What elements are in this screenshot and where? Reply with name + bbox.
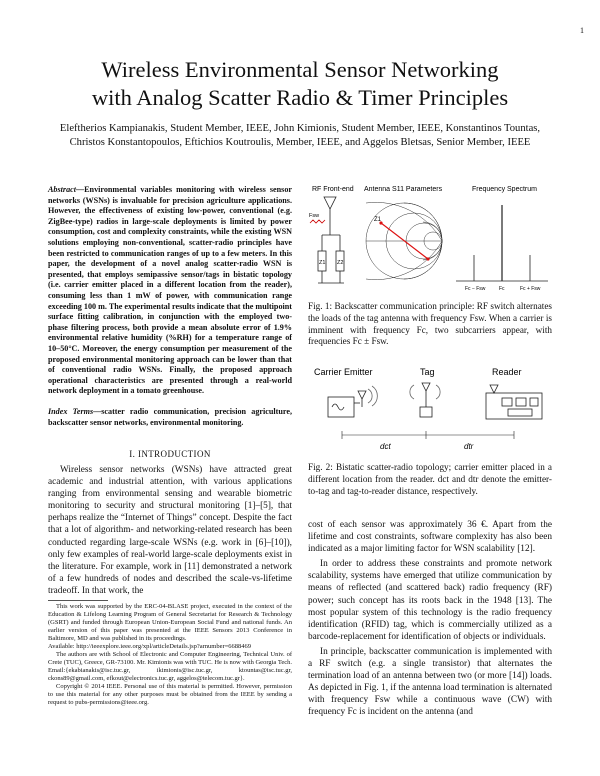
index-terms-lead: Index Terms bbox=[48, 407, 94, 416]
fig1-tick-fc-plus: Fc + Fsw bbox=[520, 286, 541, 292]
fig1-tick-fc: Fc bbox=[499, 286, 505, 292]
section-heading: I. INTRODUCTION bbox=[129, 449, 211, 459]
figure-1-caption: Fig. 1: Backscatter communication principle: RF switch alternates the loads of the tag antenna with frequency Fsw. When a carrier is imminent with frequency Fc, two subcarriers appear, with frequencies Fc ± Fsw. bbox=[308, 301, 552, 347]
index-terms bbox=[48, 407, 292, 428]
author-list bbox=[40, 122, 560, 150]
tag-drawing bbox=[410, 383, 440, 417]
fig1-label-z2: Z2 bbox=[337, 260, 344, 266]
fig1-smith-z1: Z1 bbox=[374, 217, 382, 223]
footnote-available: Available: http://ieeexplore.ieee.org/xpl/articleDetails.jsp?arnumber=6688469 bbox=[48, 643, 252, 650]
right-paragraph-2: In order to address these constraints and promote network scalability, systems have emerged that utilize communication by means of reflected (and scattered back) radio frequency (RF) power; such concept has its roots back in the 1948 [13]. The most popular system of this technology is the radio frequency identification (RFID) tag, which is commercially utilized as a barcode-replacement for identification of objects or individuals. bbox=[308, 559, 552, 642]
index-terms-text: —scatter radio communication, precision agriculture, backscatter sensor networks, environmental monitoring. bbox=[48, 407, 292, 427]
authors-line-1: Eleftherios Kampianakis, Student Member, IEEE, John Kimionis, Student Member, IEEE, Konstantinos Tountas, bbox=[59, 123, 541, 134]
footnote-rule bbox=[48, 600, 108, 601]
smith-chart bbox=[366, 202, 442, 279]
title-line-1: Wireless Environmental Sensor Networking bbox=[101, 57, 499, 82]
distance-markers bbox=[342, 431, 514, 439]
fig1-label-frontend: RF Front-end bbox=[312, 186, 354, 193]
footnote-affiliation: The authors are with School of Electronic and Computer Engineering, Technical Univ. of Crete (TUC), Greece, GR-73100. Mr. Kimionis was with TUC. He is now with Georgia Tech. bbox=[48, 651, 292, 666]
figure-2-caption: Fig. 2: Bistatic scatter-radio topology; carrier emitter placed in a different location from the reader. dct and dtr denote the emitter-to-tag and tag-to-reader distance, respectively. bbox=[308, 462, 552, 496]
fig2-label-dtr: dtr bbox=[464, 442, 474, 451]
right-column-text bbox=[308, 519, 552, 719]
authors-line-2: Christos Konstantopoulos, Eftichios Koutroulis, Member, IEEE, and Aggelos Bletsas, Senior Member, IEEE bbox=[69, 137, 531, 148]
intro-text: Wireless sensor networks (WSNs) have attracted great academic and industrial attention, with various applications ranging from environmental sensing and wearable biometric monitoring to security and structural monitoring [1]–[5], that perhaps realize the “Internet of Things” concept. Despite the fact that a lot of algorithm- and networking-related research has been conducted regarding large-scale WSNs (e.g. work in [6]–[10]), only few examples of real-world large-scale deployments exist in the literature. For example, work in [11] demonstrated a network of a few hundreds of nodes and described the scale-vs-lifetime tradeoff. In that work, the bbox=[48, 465, 292, 596]
rf-frontend-schematic bbox=[310, 197, 344, 283]
fig2-label-reader: Reader bbox=[492, 367, 522, 377]
fig1-tick-fc-minus: Fc − Fsw bbox=[465, 286, 486, 292]
figure-2 bbox=[308, 365, 552, 457]
reader-drawing bbox=[486, 385, 542, 419]
spectrum-plot bbox=[456, 205, 548, 281]
fig2-label-tag: Tag bbox=[420, 367, 435, 377]
title-line-2: with Analog Scatter Radio & Timer Principles bbox=[91, 85, 509, 110]
abstract bbox=[48, 185, 292, 397]
footnote-funding: This work was supported by the ERC-04-BLASE project, executed in the context of the Education & Lifelong Learning Program of General Secretariat for Research & Technology (GSRT) and funded through European Union-European Social Fund and national funds. An earlier version of this paper was presented at the IEEE Sensors 2013 Conference in Baltimore, MD and was published in its proceedings. bbox=[48, 603, 292, 642]
carrier-emitter-drawing bbox=[328, 386, 377, 417]
right-paragraph-3: In principle, backscatter communication is implemented with a RF switch (e.g. a single transistor) that alternates the termination load of an antenna between two (or more [14]) loads. As depicted in Fig. 1, if the antenna load termination is alternated with frequency Fsw while a continuous wave (CW) with frequency Fc is incident on the antenna (and bbox=[308, 646, 552, 718]
page-number: 1 bbox=[580, 26, 584, 35]
right-paragraph-1: cost of each sensor was approximately 36 €. Apart from the lifetime and cost constraints, software complexity has also been indicated as a major limiting factor for WSN scalability [12]. bbox=[308, 520, 552, 555]
fig1-label-fsw: Fsw bbox=[309, 213, 320, 219]
footnote-email: Email:{ekabianakis@isc.tuc.gr, ikimionis@isc.tuc.gr, ktountas@isc.tuc.gr, ckons89@gmail.com, efkout@electronics.tuc.gr, aggelos@telecom.tuc.gr}. bbox=[48, 667, 292, 682]
fig1-label-s11: Antenna S11 Parameters bbox=[364, 186, 443, 193]
paper-title bbox=[0, 56, 600, 112]
fig1-label-spectrum: Frequency Spectrum bbox=[472, 186, 537, 193]
fig1-label-z1-left: Z1 bbox=[319, 260, 326, 266]
abstract-text: —Environmental variables monitoring with wireless sensor networks (WSNs) is invaluable for precision agriculture applications. However, the effectiveness of existing low-power, conventional (e.g. ZigBee-type) radios in large-scale deployments is limited by power consumption, cost and complexity constraints, while the existing WSN solutions employing non-conventional, scatter-radio principles have been restricted to communication ranges of up to a few meters. In this paper, the development of a novel analog scatter-radio WSN is presented, that employs semipassive sensor/tags in bistatic topology (i.e. carrier emitter placed in a different location from the reader), consuming less than 1 mW of power, with communication range exceeding 100 m. The experimental results indicate that the multipoint surface fitting calibration, in conjunction with the employed two-phase filtering process, both provide a mean absolute error of 1.9% environmental relative humidity (%RH) for a temperature range of 10–50°C. Moreover, the energy consumption per measurement of the proposed environmental monitoring approach can be lower than that of conventional radio WSNs. Finally, the proposed approach operational characteristics are presented through a real-world network deployment in a tomato greenhouse. bbox=[48, 185, 292, 396]
fig2-label-emitter: Carrier Emitter bbox=[314, 367, 373, 377]
footnotes bbox=[48, 603, 292, 707]
footnote-copyright: Copyright © 2014 IEEE. Personal use of this material is permitted. However, permission to use this material for any other purposes must be obtained from the IEEE by sending a request to pubs-permissions@ieee.org. bbox=[48, 683, 292, 706]
figure-1 bbox=[308, 183, 552, 298]
fig2-label-dct: dct bbox=[380, 442, 391, 451]
intro-paragraph bbox=[48, 464, 292, 597]
abstract-lead: Abstract bbox=[48, 185, 76, 194]
